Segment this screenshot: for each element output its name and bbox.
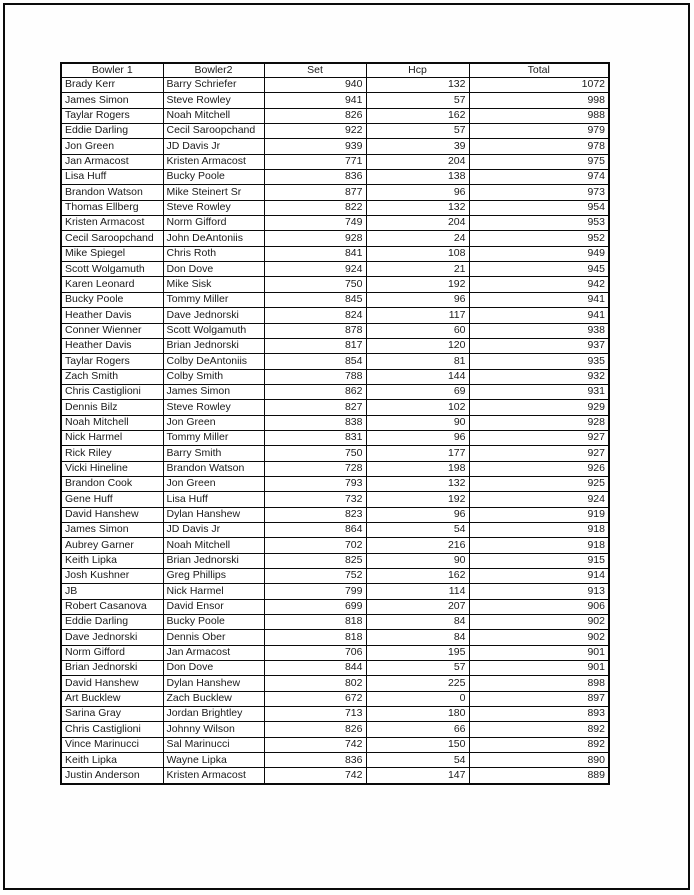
cell-total: 942 — [469, 277, 609, 292]
cell-bowler2: Barry Smith — [163, 446, 264, 461]
cell-total: 914 — [469, 569, 609, 584]
cell-set: 939 — [264, 139, 366, 154]
table-row — [61, 216, 609, 231]
cell-bowler1: Thomas Ellberg — [61, 200, 163, 215]
cell-bowler1: David Hanshew — [61, 507, 163, 522]
cell-hcp: 90 — [366, 415, 469, 430]
cell-set: 706 — [264, 645, 366, 660]
table-row — [61, 661, 609, 676]
table-row — [61, 507, 609, 522]
cell-set: 841 — [264, 246, 366, 261]
column-header-bowler2: Bowler2 — [163, 63, 264, 78]
cell-bowler2: Brian Jednorski — [163, 553, 264, 568]
cell-bowler1: Scott Wolgamuth — [61, 262, 163, 277]
cell-bowler2: Tommy Miller — [163, 430, 264, 445]
cell-bowler1: Brady Kerr — [61, 78, 163, 93]
table-row — [61, 584, 609, 599]
cell-total: 892 — [469, 737, 609, 752]
cell-total: 901 — [469, 645, 609, 660]
cell-set: 818 — [264, 630, 366, 645]
cell-bowler1: Heather Davis — [61, 308, 163, 323]
cell-set: 749 — [264, 216, 366, 231]
table-row — [61, 246, 609, 261]
cell-total: 927 — [469, 446, 609, 461]
cell-bowler1: Dave Jednorski — [61, 630, 163, 645]
cell-total: 973 — [469, 185, 609, 200]
table-row — [61, 262, 609, 277]
cell-total: 935 — [469, 354, 609, 369]
cell-set: 672 — [264, 691, 366, 706]
table-row — [61, 538, 609, 553]
cell-hcp: 102 — [366, 400, 469, 415]
cell-bowler1: Justin Anderson — [61, 768, 163, 784]
cell-bowler1: Brandon Watson — [61, 185, 163, 200]
cell-set: 732 — [264, 492, 366, 507]
cell-bowler1: Vince Marinucci — [61, 737, 163, 752]
cell-bowler2: Steve Rowley — [163, 93, 264, 108]
cell-set: 752 — [264, 569, 366, 584]
table-row — [61, 93, 609, 108]
cell-total: 915 — [469, 553, 609, 568]
cell-bowler2: JD Davis Jr — [163, 139, 264, 154]
cell-set: 817 — [264, 338, 366, 353]
table-row — [61, 599, 609, 614]
cell-hcp: 57 — [366, 661, 469, 676]
cell-total: 913 — [469, 584, 609, 599]
cell-bowler1: Chris Castiglioni — [61, 722, 163, 737]
cell-hcp: 204 — [366, 154, 469, 169]
table-row — [61, 753, 609, 768]
cell-hcp: 108 — [366, 246, 469, 261]
cell-total: 890 — [469, 753, 609, 768]
cell-total: 978 — [469, 139, 609, 154]
cell-hcp: 180 — [366, 707, 469, 722]
cell-bowler1: Robert Casanova — [61, 599, 163, 614]
column-header-hcp: Hcp — [366, 63, 469, 78]
table-row — [61, 231, 609, 246]
cell-set: 802 — [264, 676, 366, 691]
cell-hcp: 177 — [366, 446, 469, 461]
column-header-set: Set — [264, 63, 366, 78]
cell-set: 864 — [264, 522, 366, 537]
cell-set: 822 — [264, 200, 366, 215]
table-row — [61, 277, 609, 292]
cell-total: 941 — [469, 292, 609, 307]
table-row — [61, 384, 609, 399]
cell-total: 988 — [469, 108, 609, 123]
cell-bowler1: Karen Leonard — [61, 277, 163, 292]
cell-bowler1: Chris Castiglioni — [61, 384, 163, 399]
cell-set: 826 — [264, 722, 366, 737]
cell-bowler1: David Hanshew — [61, 676, 163, 691]
cell-hcp: 96 — [366, 430, 469, 445]
cell-total: 926 — [469, 461, 609, 476]
column-header-bowler1: Bowler 1 — [61, 63, 163, 78]
cell-set: 793 — [264, 476, 366, 491]
cell-set: 862 — [264, 384, 366, 399]
cell-bowler2: Cecil Saroopchand — [163, 124, 264, 139]
cell-bowler2: Don Dove — [163, 262, 264, 277]
cell-bowler2: Kristen Armacost — [163, 768, 264, 784]
cell-total: 925 — [469, 476, 609, 491]
cell-set: 836 — [264, 753, 366, 768]
cell-bowler2: Dylan Hanshew — [163, 507, 264, 522]
cell-bowler1: Heather Davis — [61, 338, 163, 353]
cell-bowler1: Zach Smith — [61, 369, 163, 384]
cell-bowler2: Scott Wolgamuth — [163, 323, 264, 338]
cell-bowler2: Bucky Poole — [163, 615, 264, 630]
cell-total: 892 — [469, 722, 609, 737]
cell-bowler2: Greg Phillips — [163, 569, 264, 584]
cell-set: 771 — [264, 154, 366, 169]
cell-bowler2: Wayne Lipka — [163, 753, 264, 768]
cell-bowler1: Jon Green — [61, 139, 163, 154]
cell-set: 728 — [264, 461, 366, 476]
cell-hcp: 195 — [366, 645, 469, 660]
cell-hcp: 204 — [366, 216, 469, 231]
cell-bowler2: Mike Steinert Sr — [163, 185, 264, 200]
cell-hcp: 144 — [366, 369, 469, 384]
table-row — [61, 476, 609, 491]
table-row — [61, 292, 609, 307]
cell-set: 827 — [264, 400, 366, 415]
cell-bowler2: Barry Schriefer — [163, 78, 264, 93]
table-row — [61, 630, 609, 645]
cell-bowler1: Jan Armacost — [61, 154, 163, 169]
table-row — [61, 492, 609, 507]
cell-bowler2: David Ensor — [163, 599, 264, 614]
cell-bowler1: JB — [61, 584, 163, 599]
table-row — [61, 569, 609, 584]
cell-total: 998 — [469, 93, 609, 108]
cell-total: 974 — [469, 170, 609, 185]
cell-total: 975 — [469, 154, 609, 169]
cell-total: 932 — [469, 369, 609, 384]
cell-set: 702 — [264, 538, 366, 553]
cell-bowler1: James Simon — [61, 93, 163, 108]
cell-hcp: 162 — [366, 569, 469, 584]
cell-total: 902 — [469, 630, 609, 645]
cell-hcp: 57 — [366, 93, 469, 108]
cell-bowler1: Cecil Saroopchand — [61, 231, 163, 246]
cell-bowler1: Noah Mitchell — [61, 415, 163, 430]
cell-total: 893 — [469, 707, 609, 722]
cell-total: 941 — [469, 308, 609, 323]
cell-hcp: 24 — [366, 231, 469, 246]
cell-total: 924 — [469, 492, 609, 507]
cell-total: 952 — [469, 231, 609, 246]
table-row — [61, 691, 609, 706]
table-row — [61, 415, 609, 430]
table-row — [61, 553, 609, 568]
cell-bowler2: Nick Harmel — [163, 584, 264, 599]
cell-bowler1: Nick Harmel — [61, 430, 163, 445]
cell-total: 918 — [469, 522, 609, 537]
cell-total: 1072 — [469, 78, 609, 93]
cell-hcp: 192 — [366, 277, 469, 292]
cell-set: 750 — [264, 446, 366, 461]
cell-set: 818 — [264, 615, 366, 630]
cell-bowler1: Aubrey Garner — [61, 538, 163, 553]
cell-hcp: 132 — [366, 78, 469, 93]
cell-total: 954 — [469, 200, 609, 215]
table-row — [61, 354, 609, 369]
cell-hcp: 21 — [366, 262, 469, 277]
cell-total: 897 — [469, 691, 609, 706]
cell-bowler2: Kristen Armacost — [163, 154, 264, 169]
cell-total: 918 — [469, 538, 609, 553]
table-row — [61, 400, 609, 415]
cell-bowler1: Art Bucklew — [61, 691, 163, 706]
cell-hcp: 39 — [366, 139, 469, 154]
cell-bowler1: Conner Wienner — [61, 323, 163, 338]
cell-bowler1: Norm Gifford — [61, 645, 163, 660]
cell-bowler2: Norm Gifford — [163, 216, 264, 231]
table-row — [61, 461, 609, 476]
cell-bowler2: Lisa Huff — [163, 492, 264, 507]
cell-total: 901 — [469, 661, 609, 676]
cell-hcp: 96 — [366, 507, 469, 522]
cell-bowler2: Chris Roth — [163, 246, 264, 261]
cell-total: 929 — [469, 400, 609, 415]
table-row — [61, 170, 609, 185]
table-row — [61, 615, 609, 630]
cell-hcp: 96 — [366, 292, 469, 307]
cell-hcp: 84 — [366, 615, 469, 630]
cell-bowler1: Rick Riley — [61, 446, 163, 461]
table-header — [61, 63, 609, 78]
cell-bowler2: JD Davis Jr — [163, 522, 264, 537]
cell-set: 742 — [264, 768, 366, 784]
cell-bowler2: Noah Mitchell — [163, 108, 264, 123]
cell-set: 750 — [264, 277, 366, 292]
cell-bowler2: Dylan Hanshew — [163, 676, 264, 691]
table-row — [61, 108, 609, 123]
cell-set: 742 — [264, 737, 366, 752]
cell-bowler1: Gene Huff — [61, 492, 163, 507]
cell-bowler1: Taylar Rogers — [61, 108, 163, 123]
cell-bowler1: Dennis Bilz — [61, 400, 163, 415]
cell-set: 824 — [264, 308, 366, 323]
table-row — [61, 78, 609, 93]
table-row — [61, 185, 609, 200]
table-row — [61, 139, 609, 154]
cell-set: 845 — [264, 292, 366, 307]
cell-hcp: 60 — [366, 323, 469, 338]
cell-bowler2: Dennis Ober — [163, 630, 264, 645]
header-row — [61, 63, 609, 78]
cell-bowler2: Brian Jednorski — [163, 338, 264, 353]
cell-bowler1: Keith Lipka — [61, 553, 163, 568]
cell-bowler1: Bucky Poole — [61, 292, 163, 307]
table-row — [61, 124, 609, 139]
cell-total: 898 — [469, 676, 609, 691]
cell-bowler2: Zach Bucklew — [163, 691, 264, 706]
cell-bowler1: James Simon — [61, 522, 163, 537]
cell-set: 924 — [264, 262, 366, 277]
cell-bowler2: Bucky Poole — [163, 170, 264, 185]
table-row — [61, 768, 609, 784]
table-row — [61, 676, 609, 691]
cell-bowler1: Josh Kushner — [61, 569, 163, 584]
cell-bowler2: Mike Sisk — [163, 277, 264, 292]
cell-bowler2: Sal Marinucci — [163, 737, 264, 752]
cell-hcp: 96 — [366, 185, 469, 200]
table-row — [61, 154, 609, 169]
cell-bowler1: Eddie Darling — [61, 124, 163, 139]
table-row — [61, 707, 609, 722]
cell-bowler1: Taylar Rogers — [61, 354, 163, 369]
cell-total: 928 — [469, 415, 609, 430]
cell-set: 825 — [264, 553, 366, 568]
cell-bowler2: Colby Smith — [163, 369, 264, 384]
bowler-results-table — [60, 62, 610, 785]
cell-hcp: 138 — [366, 170, 469, 185]
cell-hcp: 0 — [366, 691, 469, 706]
cell-set: 854 — [264, 354, 366, 369]
cell-bowler2: Colby DeAntoniis — [163, 354, 264, 369]
table-row — [61, 200, 609, 215]
cell-hcp: 132 — [366, 476, 469, 491]
cell-set: 928 — [264, 231, 366, 246]
cell-hcp: 132 — [366, 200, 469, 215]
cell-bowler2: Steve Rowley — [163, 200, 264, 215]
column-header-total: Total — [469, 63, 609, 78]
table-row — [61, 737, 609, 752]
cell-hcp: 147 — [366, 768, 469, 784]
cell-hcp: 198 — [366, 461, 469, 476]
cell-bowler2: Jordan Brightley — [163, 707, 264, 722]
cell-set: 823 — [264, 507, 366, 522]
cell-set: 838 — [264, 415, 366, 430]
cell-hcp: 216 — [366, 538, 469, 553]
table-row — [61, 369, 609, 384]
cell-total: 927 — [469, 430, 609, 445]
cell-hcp: 117 — [366, 308, 469, 323]
cell-set: 844 — [264, 661, 366, 676]
cell-set: 799 — [264, 584, 366, 599]
cell-bowler1: Sarina Gray — [61, 707, 163, 722]
cell-total: 919 — [469, 507, 609, 522]
cell-hcp: 57 — [366, 124, 469, 139]
cell-bowler2: Jan Armacost — [163, 645, 264, 660]
cell-total: 931 — [469, 384, 609, 399]
cell-set: 826 — [264, 108, 366, 123]
cell-hcp: 90 — [366, 553, 469, 568]
cell-bowler2: Tommy Miller — [163, 292, 264, 307]
cell-bowler2: Noah Mitchell — [163, 538, 264, 553]
cell-set: 836 — [264, 170, 366, 185]
cell-bowler1: Eddie Darling — [61, 615, 163, 630]
cell-hcp: 207 — [366, 599, 469, 614]
cell-set: 878 — [264, 323, 366, 338]
cell-bowler2: Don Dove — [163, 661, 264, 676]
cell-bowler2: Dave Jednorski — [163, 308, 264, 323]
cell-set: 788 — [264, 369, 366, 384]
table-row — [61, 308, 609, 323]
cell-hcp: 225 — [366, 676, 469, 691]
cell-total: 889 — [469, 768, 609, 784]
cell-bowler1: Brandon Cook — [61, 476, 163, 491]
cell-bowler2: John DeAntoniis — [163, 231, 264, 246]
table-row — [61, 430, 609, 445]
cell-set: 940 — [264, 78, 366, 93]
cell-bowler2: James Simon — [163, 384, 264, 399]
cell-bowler2: Jon Green — [163, 415, 264, 430]
cell-set: 831 — [264, 430, 366, 445]
table-row — [61, 645, 609, 660]
cell-hcp: 120 — [366, 338, 469, 353]
cell-bowler1: Keith Lipka — [61, 753, 163, 768]
cell-hcp: 66 — [366, 722, 469, 737]
cell-bowler1: Vicki Hineline — [61, 461, 163, 476]
cell-total: 949 — [469, 246, 609, 261]
cell-hcp: 54 — [366, 522, 469, 537]
cell-total: 938 — [469, 323, 609, 338]
cell-total: 906 — [469, 599, 609, 614]
cell-hcp: 54 — [366, 753, 469, 768]
cell-total: 945 — [469, 262, 609, 277]
cell-hcp: 84 — [366, 630, 469, 645]
cell-bowler1: Brian Jednorski — [61, 661, 163, 676]
table-row — [61, 323, 609, 338]
cell-bowler1: Mike Spiegel — [61, 246, 163, 261]
cell-set: 699 — [264, 599, 366, 614]
cell-total: 953 — [469, 216, 609, 231]
cell-total: 979 — [469, 124, 609, 139]
cell-hcp: 150 — [366, 737, 469, 752]
cell-bowler2: Jon Green — [163, 476, 264, 491]
cell-bowler1: Kristen Armacost — [61, 216, 163, 231]
cell-set: 922 — [264, 124, 366, 139]
cell-hcp: 81 — [366, 354, 469, 369]
cell-bowler2: Johnny Wilson — [163, 722, 264, 737]
cell-bowler2: Brandon Watson — [163, 461, 264, 476]
table-body — [61, 78, 609, 784]
cell-hcp: 162 — [366, 108, 469, 123]
cell-hcp: 192 — [366, 492, 469, 507]
cell-bowler2: Steve Rowley — [163, 400, 264, 415]
table-row — [61, 338, 609, 353]
cell-set: 713 — [264, 707, 366, 722]
cell-hcp: 114 — [366, 584, 469, 599]
table-row — [61, 522, 609, 537]
table-row — [61, 722, 609, 737]
cell-total: 937 — [469, 338, 609, 353]
cell-set: 941 — [264, 93, 366, 108]
table-row — [61, 446, 609, 461]
cell-total: 902 — [469, 615, 609, 630]
cell-hcp: 69 — [366, 384, 469, 399]
cell-bowler1: Lisa Huff — [61, 170, 163, 185]
cell-set: 877 — [264, 185, 366, 200]
